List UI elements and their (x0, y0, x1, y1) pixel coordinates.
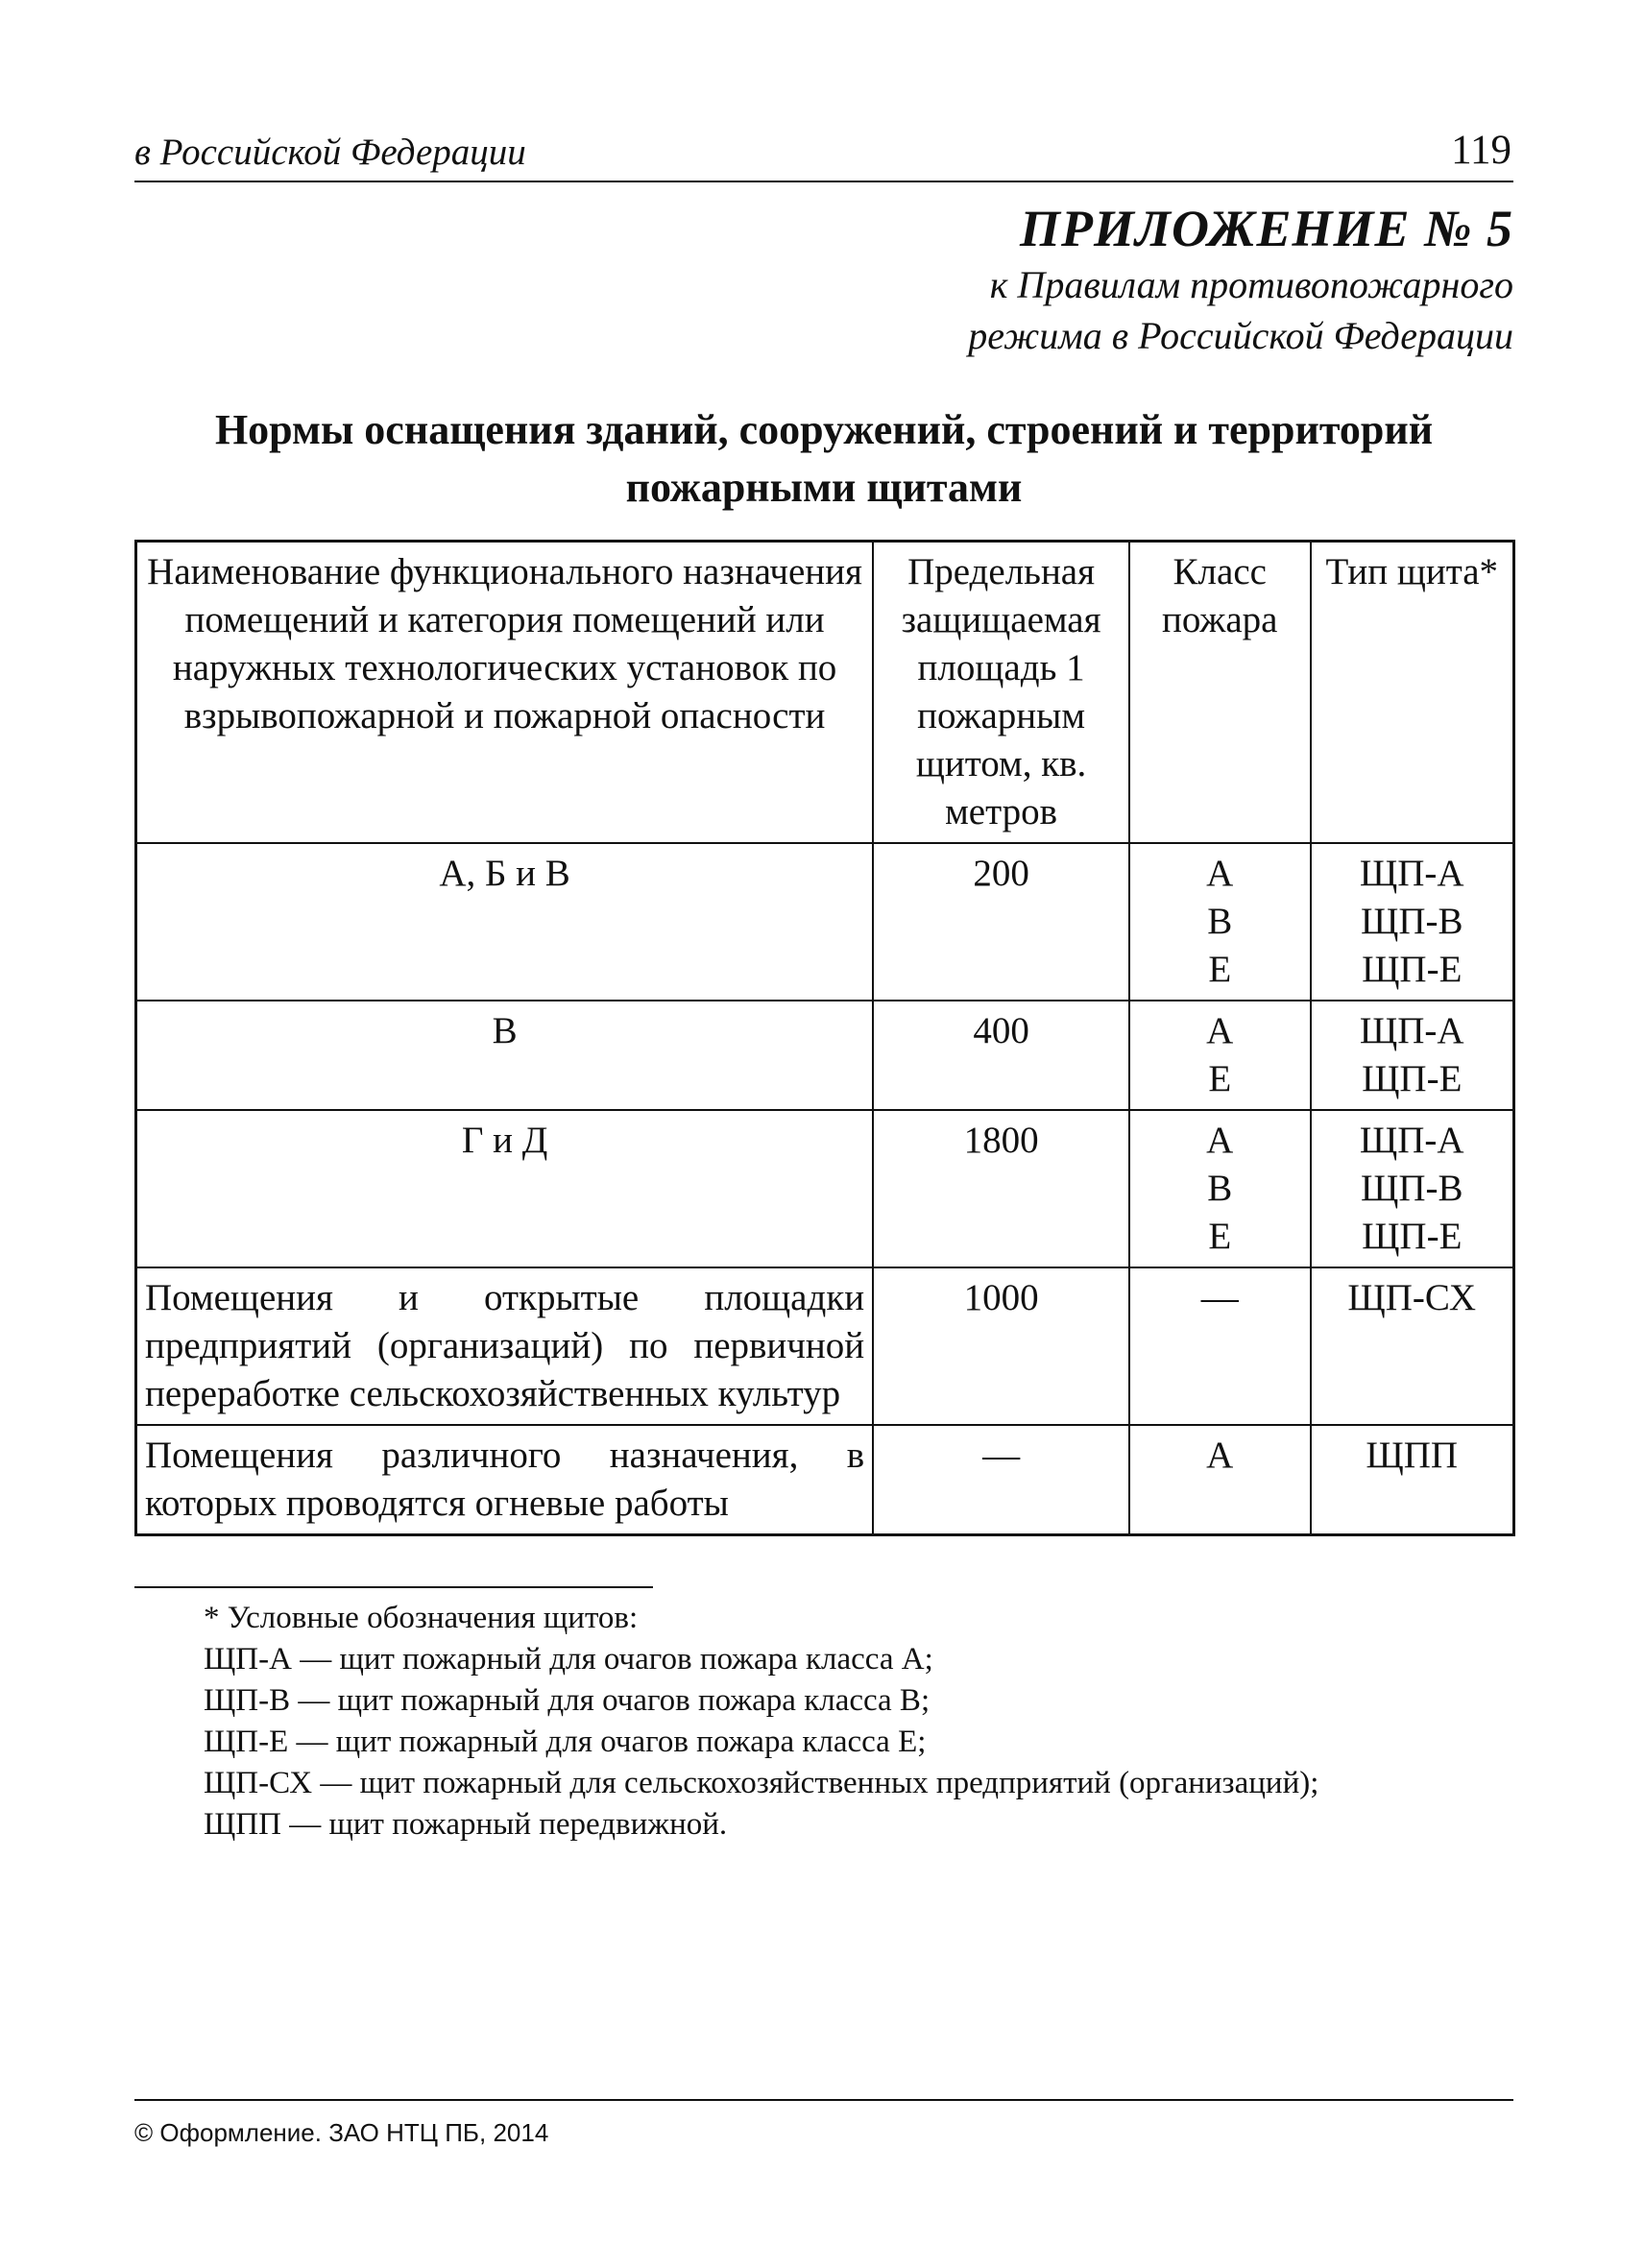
cell-types (1311, 1110, 1514, 1267)
panel-type: ЩП-Е (1362, 1216, 1463, 1257)
fire-class: В (1207, 1168, 1233, 1209)
cell-area: 1000 (873, 1267, 1129, 1425)
norms-table (134, 540, 1515, 1536)
panel-type: ЩП-Е (1362, 1058, 1463, 1099)
cell-classes (1129, 1110, 1311, 1267)
table-row (136, 1110, 1514, 1267)
footnote-line: ЩП-Е — щит пожарный для очагов пожара класса Е; (204, 1725, 927, 1759)
cell-area: 1800 (873, 1110, 1129, 1267)
fire-class: Е (1208, 949, 1232, 990)
fire-class: — (1200, 1277, 1239, 1318)
cell-category: В (136, 1001, 874, 1110)
table-header-row (136, 542, 1514, 844)
panel-type: ЩП-В (1361, 901, 1463, 942)
copyright-notice: © Оформление. ЗАО НТЦ ПБ, 2014 (134, 2118, 549, 2147)
cell-category: Г и Д (136, 1110, 874, 1267)
footnote-line: ЩПП — щит пожарный передвижной. (204, 1807, 728, 1842)
footnote-line: ЩП-СХ — щит пожарный для сельскохозяйственных предприятий (организаций); (204, 1766, 1319, 1800)
running-title: в Российской Федерации (134, 132, 526, 173)
footnote-line: ЩП-В — щит пожарный для очагов пожара класса В; (204, 1683, 931, 1718)
header-cell-fire-class: Класс пожара (1129, 542, 1311, 844)
header-cell-area: Предельная защищаемая площадь 1 пожарным щитом, кв. метров (873, 542, 1129, 844)
appendix-subtitle-line: режима в Российской Федерации (968, 314, 1513, 357)
document-title-line: Нормы оснащения зданий, сооружений, строений и территорий (214, 406, 1434, 453)
page-number: 119 (1451, 128, 1511, 173)
fire-class: В (1207, 901, 1233, 942)
fire-class: А (1206, 1435, 1234, 1476)
cell-classes (1129, 1425, 1311, 1535)
panel-type: ЩП-А (1359, 1120, 1464, 1161)
panel-type: ЩП-В (1361, 1168, 1463, 1209)
cell-types (1311, 1425, 1514, 1535)
cell-area: 400 (873, 1001, 1129, 1110)
fire-class: Е (1208, 1216, 1232, 1257)
running-header (134, 123, 1513, 182)
panel-type: ЩП-Е (1362, 949, 1463, 990)
cell-types (1311, 1267, 1514, 1425)
panel-type: ЩПП (1366, 1435, 1459, 1476)
panel-type: ЩП-СХ (1347, 1277, 1477, 1318)
cell-area: — (873, 1425, 1129, 1535)
appendix-subtitle-line: к Правилам противопожарного (989, 263, 1513, 306)
cell-classes (1129, 1267, 1311, 1425)
table-row (136, 1425, 1514, 1535)
cell-category: Помещения различного назначения, в которых проводятся огневые работы (136, 1425, 874, 1535)
table-row (136, 1267, 1514, 1425)
header-cell-panel-type: Тип щита* (1311, 542, 1514, 844)
cell-category: А, Б и В (136, 843, 874, 1001)
footnote-divider (134, 1586, 653, 1588)
header-cell-purpose: Наименование функционального назначения помещений и категория помещений или наружных технологических установок по взрывопожарной и пожарной опасности (136, 542, 874, 844)
appendix-heading (968, 198, 1513, 361)
cell-area: 200 (873, 843, 1129, 1001)
panel-type: ЩП-А (1359, 853, 1464, 894)
document-title-line: пожарными щитами (625, 464, 1023, 511)
cell-types (1311, 1001, 1514, 1110)
appendix-title: ПРИЛОЖЕНИЕ № 5 (1019, 200, 1513, 257)
bottom-divider (134, 2099, 1513, 2101)
fire-class: Е (1208, 1058, 1232, 1099)
footnotes (204, 1598, 1318, 1846)
document-title (134, 401, 1513, 517)
table-row (136, 843, 1514, 1001)
cell-category: Помещения и открытые площадки предприятий (организаций) по первичной переработке сельскохозяйственных культур (136, 1267, 874, 1425)
cell-classes (1129, 1001, 1311, 1110)
cell-classes (1129, 843, 1311, 1001)
table-row (136, 1001, 1514, 1110)
panel-type: ЩП-А (1359, 1010, 1464, 1051)
fire-class: А (1206, 853, 1234, 894)
footnote-line: ЩП-А — щит пожарный для очагов пожара класса А; (204, 1642, 933, 1677)
cell-types (1311, 843, 1514, 1001)
footnote-line: * Условные обозначения щитов: (204, 1601, 639, 1635)
fire-class: А (1206, 1010, 1234, 1051)
fire-class: А (1206, 1120, 1234, 1161)
